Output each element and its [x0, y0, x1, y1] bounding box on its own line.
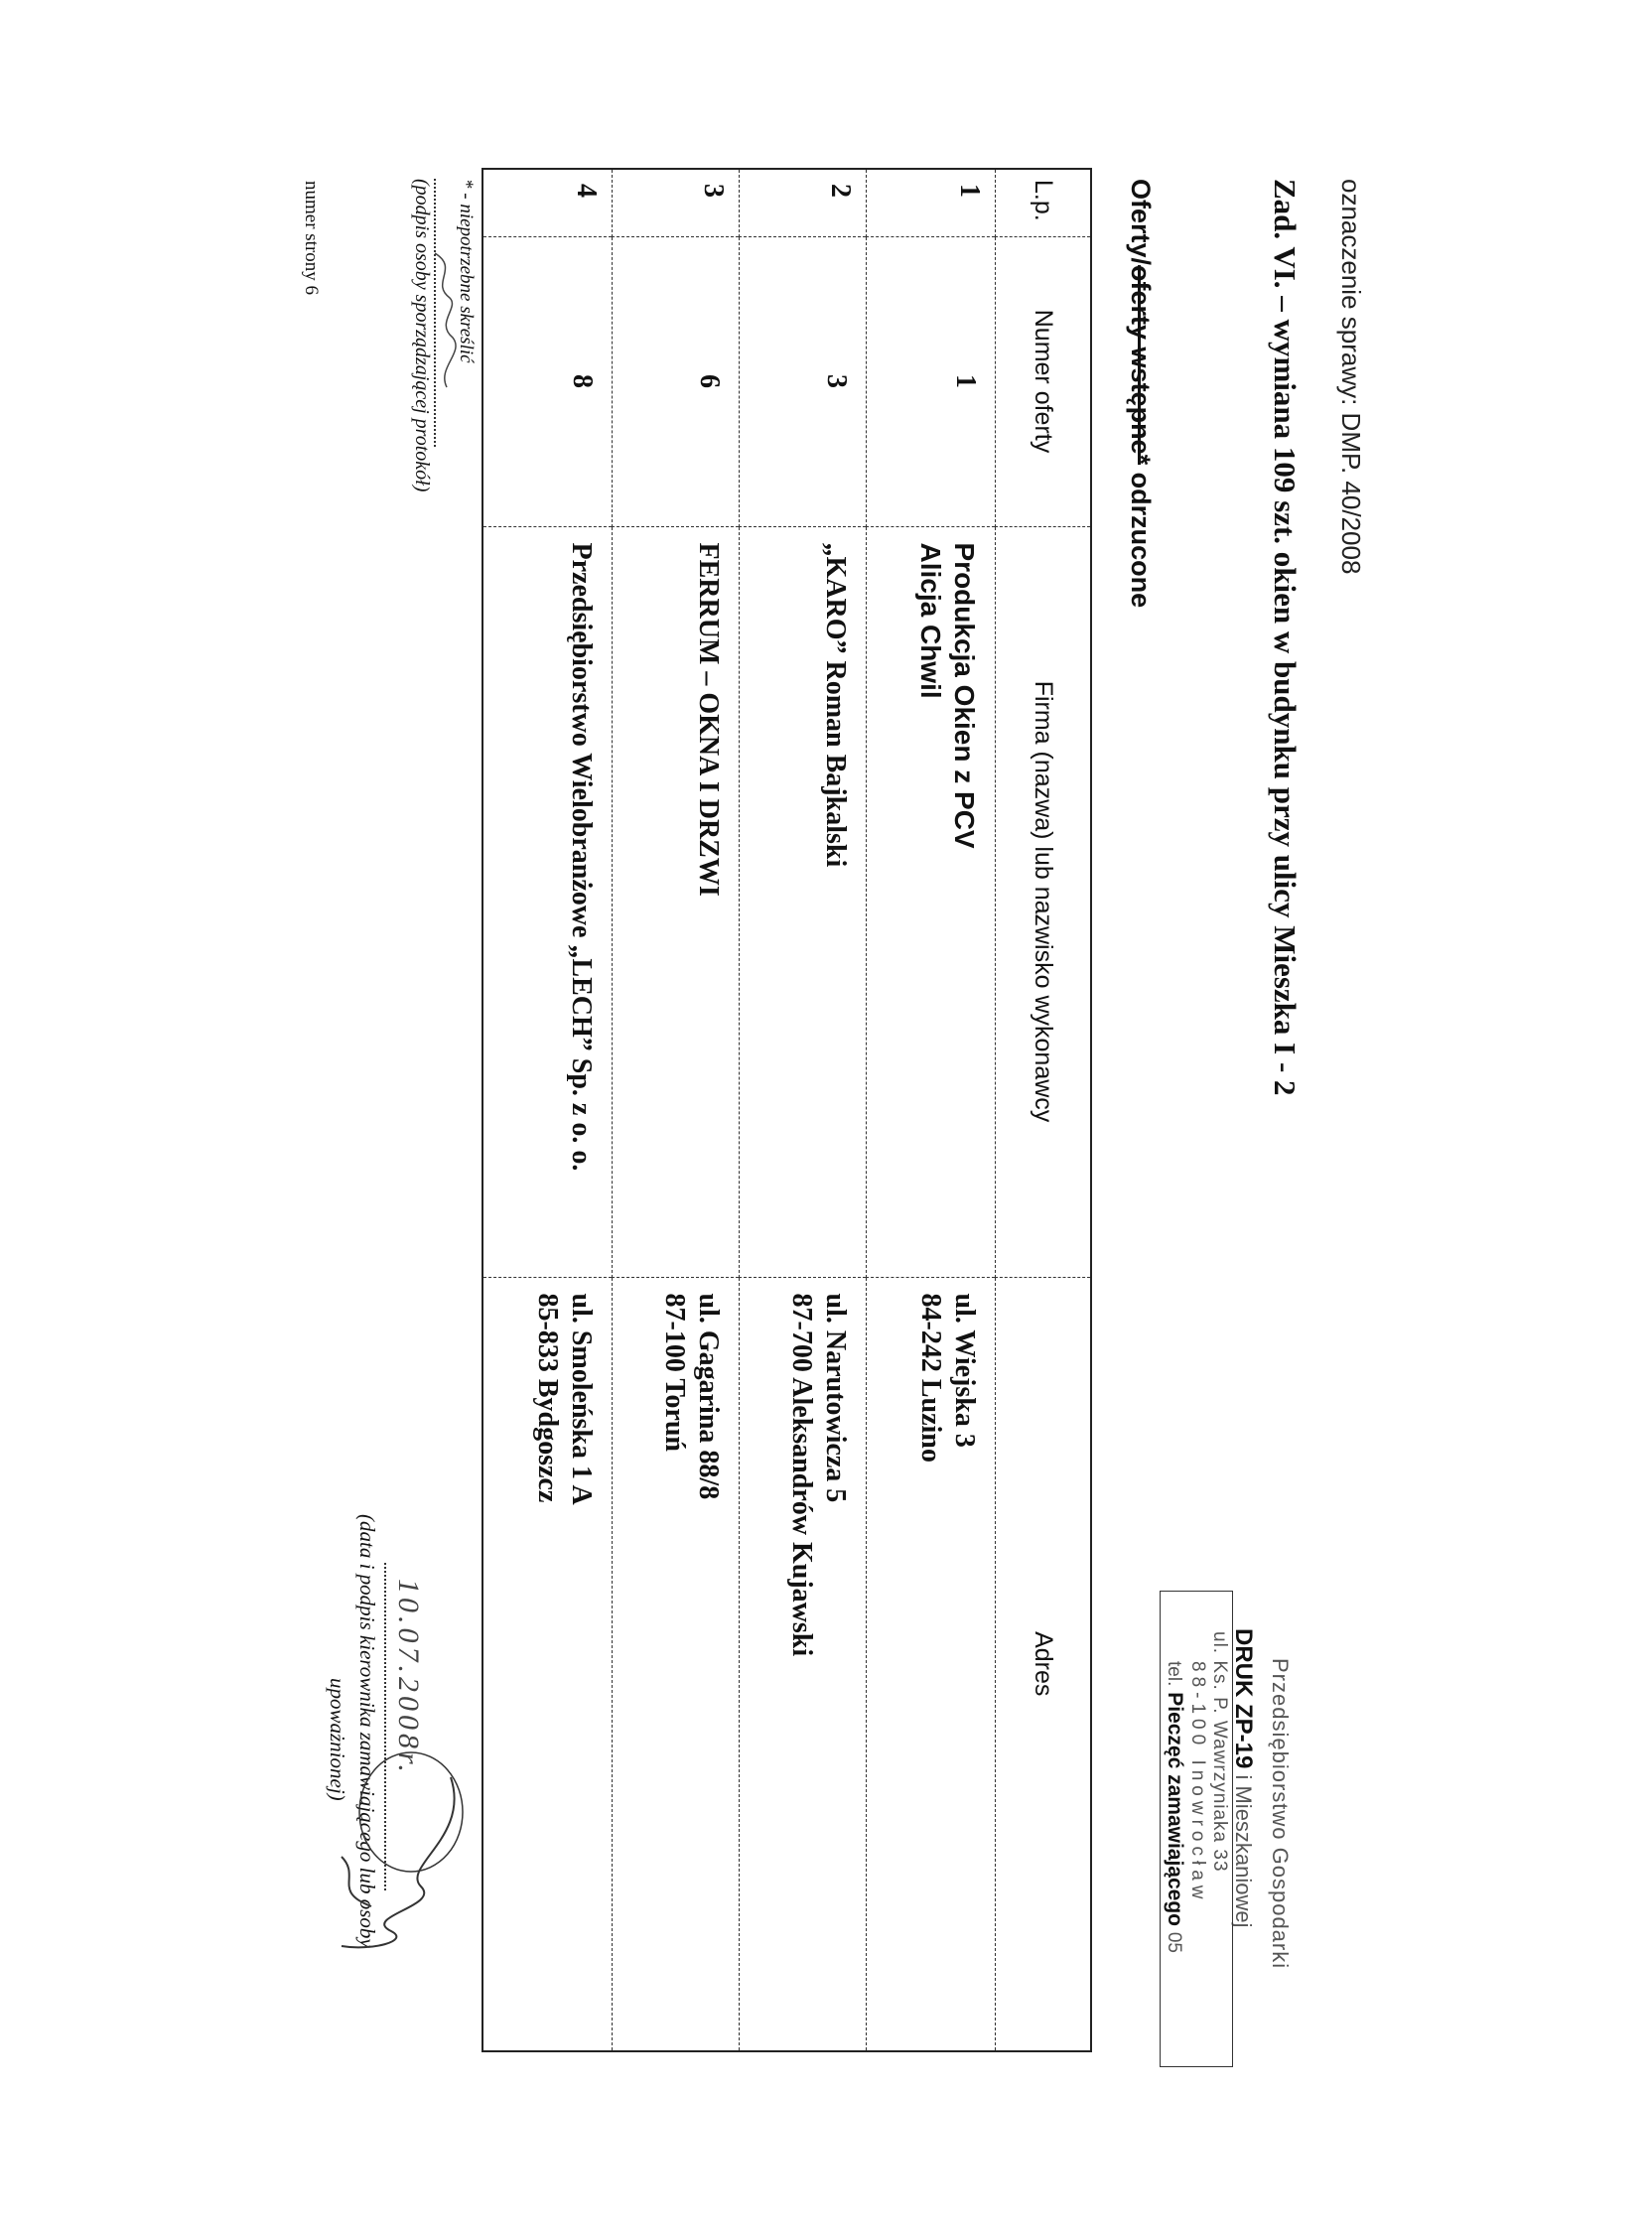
- cell-offer-number: 6: [613, 236, 740, 526]
- cell-address: [483, 1277, 613, 2051]
- cell-firm: [740, 526, 867, 1277]
- orderer-stamp-box: [1160, 1591, 1233, 2067]
- section-heading: [1125, 179, 1156, 608]
- column-header-address: Adres: [996, 1277, 1092, 2051]
- address-line: ul. Gagarina 88/8: [693, 1293, 724, 1500]
- stamp-street: ul. Ks. P. Wawrzyniaka 33: [1209, 1631, 1230, 1873]
- cell-offer-number: 8: [483, 236, 613, 526]
- column-header-firm: Firma (nazwa) lub nazwisko wykonawcy: [996, 526, 1092, 1277]
- address-line: ul. Smoleńska 1 A: [566, 1293, 597, 1505]
- stamp-tel: tel.: [1164, 1661, 1184, 1687]
- address-line: 87-700 Aleksandrów Kujawski: [786, 1293, 817, 1657]
- cell-address: [867, 1277, 996, 2051]
- stamp-box-label: Pieczęć zamawiającego: [1164, 1692, 1186, 1927]
- footnote: * - niepotrzebne skreślić: [456, 179, 477, 363]
- task-title: Zad. VI. – wymiana 109 szt. okien w budynku przy ulicy Mieszka I - 2: [1268, 179, 1303, 1096]
- case-number: oznaczenie sprawy: DMP. 40/2008: [1336, 179, 1366, 575]
- table-row: [867, 169, 996, 2051]
- stamp-line-form: [1229, 1628, 1257, 1928]
- firm-line: Przedsiębiorstwo Wielobranżowe „LECH” Sp. z o. o.: [566, 542, 597, 1172]
- address-line: ul. Wiejska 3: [949, 1293, 980, 1448]
- stamp-city: 88-100 Inowrocław: [1187, 1661, 1208, 1904]
- rejected-offers-table: [482, 168, 1093, 2052]
- cell-firm: [483, 526, 613, 1277]
- table-row: [483, 169, 613, 2051]
- cell-firm: [867, 526, 996, 1277]
- stamp-tel-end: 05: [1164, 1931, 1184, 1953]
- cell-lp: 3: [613, 169, 740, 236]
- signature-date: 10.07.2008r.: [392, 1579, 425, 1776]
- heading-suffix: odrzucone: [1126, 465, 1156, 609]
- firm-line: Alicja Chwil: [915, 542, 946, 699]
- cell-address: [740, 1277, 867, 2051]
- signature-caption-2: upoważnionej): [326, 1678, 349, 1801]
- address-line: 84-242 Luzino: [915, 1293, 946, 1463]
- signature-caption: (data i podpis kierownika zamawiającego lub osoby: [355, 1514, 379, 1948]
- address-line: ul. Narutowicza 5: [820, 1293, 851, 1503]
- cell-lp: 2: [740, 169, 867, 236]
- heading-struck-text: oferty wstępne*: [1126, 265, 1156, 466]
- cell-lp: 4: [483, 169, 613, 236]
- column-header-offer-number: Numer oferty: [996, 236, 1092, 526]
- table-row: [740, 169, 867, 2051]
- firm-line: Produkcja Okien z PCV: [949, 542, 980, 849]
- stamp-line-company-2: i Mieszkaniowej: [1231, 1774, 1256, 1928]
- cell-address: [613, 1277, 740, 2051]
- stamp-line-company: Przedsiębiorstwo Gospodarki: [1268, 1658, 1293, 1970]
- address-line: 85-833 Bydgoszcz: [532, 1293, 563, 1503]
- stamp-label: [1163, 1661, 1186, 1953]
- table-header-row: [996, 169, 1092, 2051]
- column-header-lp: L.p.: [996, 169, 1092, 236]
- cell-firm: [613, 526, 740, 1277]
- firm-line: FERRUM – OKNA I DRZWI: [693, 542, 724, 897]
- table-row: [613, 169, 740, 2051]
- address-line: 87-100 Toruń: [659, 1293, 690, 1452]
- preparer-caption: (podpis osoby sporządzającej protokół): [411, 179, 433, 492]
- page-number: numer strony 6: [301, 181, 322, 296]
- cell-offer-number: 3: [740, 236, 867, 526]
- cell-lp: 1: [867, 169, 996, 236]
- firm-line: „KARO” Roman Bajkalski: [820, 542, 851, 868]
- manager-signature-icon: [322, 1718, 481, 1956]
- heading-prefix: Oferty/: [1126, 179, 1156, 266]
- form-code: DRUK ZP-19: [1230, 1628, 1257, 1769]
- cell-offer-number: 1: [867, 236, 996, 526]
